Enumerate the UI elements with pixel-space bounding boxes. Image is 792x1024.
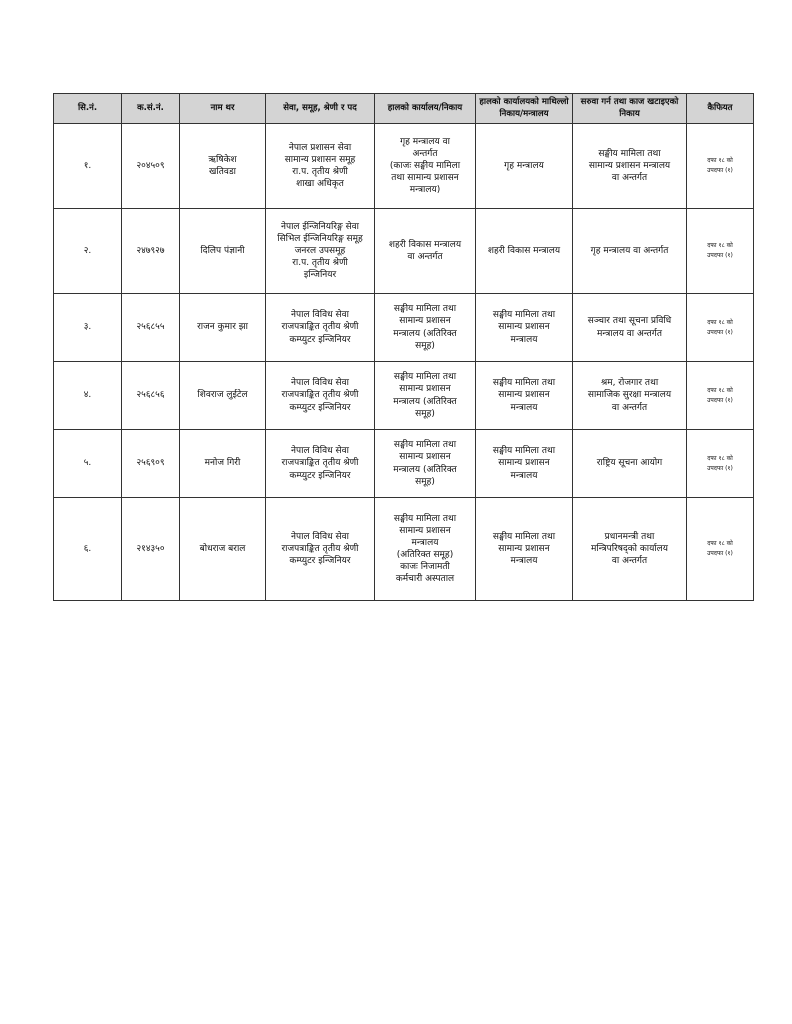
- cell-service: [266, 209, 375, 294]
- header-remark: कैफियत: [687, 94, 754, 124]
- cell-current-office-line: मन्त्रालय (अतिरिक्त: [393, 328, 457, 339]
- cell-service-line: राजपत्राङ्कित तृतीय श्रेणी: [281, 543, 359, 554]
- cell-name-line: शिवराज लुईटेल: [197, 390, 248, 401]
- cell-current-office: [375, 362, 476, 430]
- cell-parent-office-line: सङ्घीय मामिला तथा: [492, 378, 556, 389]
- cell-transfer-to: [573, 430, 687, 498]
- cell-transfer-to: [573, 209, 687, 294]
- cell-remark-line: उपदफा (१): [707, 464, 733, 472]
- cell-name: [180, 430, 266, 498]
- cell-name: [180, 124, 266, 209]
- cell-remark: [687, 362, 754, 430]
- cell-service-line: राजपत्राङ्कित तृतीय श्रेणी: [281, 458, 359, 469]
- cell-current-office-line: मन्त्रालय (अतिरिक्त: [393, 464, 457, 475]
- cell-service: [266, 124, 375, 209]
- cell-remark-line: दफा १८ को: [707, 318, 733, 326]
- cell-service: [266, 498, 375, 601]
- cell-transfer-to-line: सञ्चार तथा सूचना प्रविधि: [587, 316, 672, 327]
- cell-parent-office-line: सामान्य प्रशासन: [498, 458, 550, 469]
- cell-parent-office: [476, 362, 573, 430]
- cell-current-office-line: सङ्घीय मामिला तथा: [393, 304, 457, 315]
- cell-remark-line: दफा १८ को: [707, 157, 733, 165]
- cell-remark: [687, 294, 754, 362]
- cell-remark-line: दफा १८ को: [707, 540, 733, 548]
- cell-service-line: नेपाल विविध सेवा: [291, 531, 349, 542]
- cell-code: २४७९२७: [122, 209, 180, 294]
- cell-service-line: नेपाल विविध सेवा: [291, 310, 349, 321]
- cell-current-office-line: समूह): [415, 340, 435, 351]
- cell-parent-office: [476, 209, 573, 294]
- cell-remark-line: उपदफा (१): [707, 328, 733, 336]
- cell-remark: [687, 498, 754, 601]
- cell-code: २१४३५०: [122, 498, 180, 601]
- cell-current-office-line: वा अन्तर्गत: [407, 252, 443, 262]
- cell-transfer-to: [573, 294, 687, 362]
- header-sn: सि.नं.: [54, 94, 122, 124]
- cell-name-line: मनोज गिरी: [204, 458, 241, 469]
- cell-service-line: कम्प्युटर इन्जिनियर: [289, 402, 351, 413]
- cell-current-office-line: काजः निजामती: [400, 562, 450, 573]
- cell-current-office: [375, 209, 476, 294]
- cell-name: [180, 362, 266, 430]
- cell-name-line: बोधराज बराल: [199, 543, 246, 554]
- cell-current-office-line: सामान्य प्रशासन: [399, 316, 451, 327]
- cell-current-office: [375, 498, 476, 601]
- table-body: [54, 124, 754, 601]
- cell-name: [180, 294, 266, 362]
- cell-remark: [687, 430, 754, 498]
- cell-parent-office-line: सामान्य प्रशासन: [498, 322, 550, 333]
- cell-name: [180, 498, 266, 601]
- cell-code: २५६८५५: [122, 294, 180, 362]
- cell-current-office-line: सङ्घीय मामिला तथा: [393, 440, 457, 451]
- cell-parent-office: [476, 498, 573, 601]
- cell-current-office-line: सामान्य प्रशासन: [399, 525, 451, 536]
- cell-current-office-line: तथा सामान्य प्रशासन: [391, 173, 459, 184]
- cell-transfer-to: [573, 362, 687, 430]
- cell-service-line: राजपत्राङ्कित तृतीय श्रेणी: [281, 390, 359, 401]
- cell-service-line: राजपत्राङ्कित तृतीय श्रेणी: [281, 322, 359, 333]
- cell-service-line: कम्प्युटर इन्जिनियर: [289, 556, 351, 567]
- cell-service-line: शाखा अधिकृत: [296, 179, 344, 190]
- cell-current-office-line: गृह मन्त्रालय वा: [400, 136, 450, 147]
- cell-sn: ६.: [54, 498, 122, 601]
- cell-transfer-to-line: श्रम, रोजगार तथा: [600, 378, 659, 389]
- cell-parent-office-line: सामान्य प्रशासन: [498, 390, 550, 401]
- cell-service-line: कम्प्युटर इन्जिनियर: [289, 334, 351, 345]
- cell-transfer-to: [573, 124, 687, 209]
- cell-remark: [687, 209, 754, 294]
- table-row: [54, 430, 754, 498]
- cell-remark: [687, 124, 754, 209]
- cell-service-line: नेपाल प्रशासन सेवा: [288, 142, 352, 153]
- cell-remark-line: उपदफा (१): [707, 252, 733, 259]
- cell-parent-office-line: मन्त्रालय: [510, 470, 538, 481]
- header-name: नाम थर: [180, 94, 266, 124]
- cell-service-line: रा.प. तृतीय श्रेणी: [292, 258, 348, 269]
- cell-transfer-to-line: वा अन्तर्गत: [611, 402, 648, 413]
- cell-current-office-line: कर्मचारी अस्पताल: [395, 574, 455, 585]
- cell-current-office-line: सामान्य प्रशासन: [399, 452, 451, 463]
- header-parent-office: हालको कार्यालयको माथिल्लो निकाय/मन्त्रालय: [476, 94, 573, 124]
- cell-remark-line: दफा १८ को: [707, 454, 733, 462]
- cell-current-office-line: (अतिरिक्त समूह): [396, 550, 454, 560]
- cell-remark-line: उपदफा (१): [707, 396, 733, 404]
- table-row: [54, 498, 754, 601]
- cell-parent-office-line: मन्त्रालय: [510, 334, 538, 345]
- cell-current-office-line: मन्त्रालय (अतिरिक्त: [393, 396, 457, 407]
- header-service: सेवा, समूह, श्रेणी र पद: [266, 94, 375, 124]
- cell-transfer-to-line: मन्त्रालय वा अन्तर्गत: [597, 328, 662, 339]
- cell-transfer-to-line: सङ्घीय मामिला तथा: [598, 148, 661, 159]
- cell-transfer-to-line: गृह मन्त्रालय वा अन्तर्गत: [590, 245, 669, 256]
- cell-service-line: जनरल उपसमूह: [294, 245, 346, 256]
- table-row: [54, 209, 754, 294]
- cell-service: [266, 294, 375, 362]
- cell-parent-office-line: सङ्घीय मामिला तथा: [492, 310, 556, 321]
- cell-parent-office-line: सङ्घीय मामिला तथा: [492, 531, 556, 542]
- cell-service: [266, 362, 375, 430]
- cell-name-line: ऋषिकेश: [208, 154, 237, 165]
- cell-transfer-to-line: वा अन्तर्गत: [611, 173, 648, 184]
- cell-current-office-line: मन्त्रालय: [411, 537, 439, 548]
- cell-current-office-line: मन्त्रालय): [409, 185, 441, 196]
- cell-transfer-to-line: मन्त्रिपरिषद्को कार्यालय: [591, 543, 668, 554]
- cell-parent-office-line: सङ्घीय मामिला तथा: [492, 446, 556, 457]
- table-row: [54, 362, 754, 430]
- cell-sn: १.: [54, 124, 122, 209]
- cell-sn: ४.: [54, 362, 122, 430]
- cell-parent-office-line: शहरी विकास मन्त्रालय: [487, 245, 561, 256]
- cell-name-line: खतिवडा: [209, 167, 236, 177]
- cell-code: २५६९०९: [122, 430, 180, 498]
- cell-sn: ३.: [54, 294, 122, 362]
- cell-sn: २.: [54, 209, 122, 294]
- cell-current-office-line: सङ्घीय मामिला तथा: [393, 372, 457, 383]
- cell-parent-office-line: सामान्य प्रशासन: [498, 543, 550, 554]
- cell-service: [266, 430, 375, 498]
- cell-name-line: दिलिप पंज्ञानी: [200, 245, 245, 256]
- cell-parent-office-line: गृह मन्त्रालय: [504, 160, 544, 171]
- cell-service-line: नेपाल विविध सेवा: [291, 378, 349, 389]
- header-current-office: हालको कार्यालय/निकाय: [375, 94, 476, 124]
- cell-current-office: [375, 430, 476, 498]
- table-header-row: [54, 94, 754, 124]
- cell-current-office-line: सामान्य प्रशासन: [399, 384, 451, 395]
- cell-service-line: रा.प. तृतीय श्रेणी: [292, 167, 348, 177]
- cell-service-line: सिभिल ईन्जिनियरिङ्ग समूह: [277, 233, 363, 244]
- cell-current-office-line: सङ्घीय मामिला तथा: [393, 513, 457, 524]
- cell-transfer-to-line: सामाजिक सुरक्षा मन्त्रालय: [587, 390, 672, 401]
- cell-service-line: कम्प्युटर इन्जिनियर: [289, 470, 351, 481]
- header-code: क.सं.नं.: [122, 94, 180, 124]
- cell-transfer-to-line: प्रधानमन्त्री तथा: [604, 531, 655, 542]
- cell-service-line: इन्जिनियर: [303, 270, 337, 281]
- cell-service-line: नेपाल विविध सेवा: [291, 446, 349, 457]
- cell-service-line: नेपाल ईन्जिनियरिङ्ग सेवा: [280, 221, 360, 232]
- cell-sn: ५.: [54, 430, 122, 498]
- cell-parent-office: [476, 124, 573, 209]
- transfer-table: [53, 93, 754, 601]
- cell-current-office-line: समूह): [415, 476, 435, 487]
- cell-current-office-line: शहरी विकास मन्त्रालय: [388, 239, 462, 250]
- cell-transfer-to-line: सामान्य प्रशासन मन्त्रालय: [588, 160, 671, 171]
- table-row: [54, 124, 754, 209]
- table-row: [54, 294, 754, 362]
- cell-current-office-line: समूह): [415, 408, 435, 419]
- cell-remark-line: उपदफा (१): [707, 167, 733, 174]
- cell-name-line: राजन कुमार झा: [197, 322, 248, 333]
- cell-current-office: [375, 124, 476, 209]
- cell-parent-office: [476, 294, 573, 362]
- cell-parent-office-line: मन्त्रालय: [510, 402, 538, 413]
- cell-transfer-to: [573, 498, 687, 601]
- cell-name: [180, 209, 266, 294]
- cell-remark-line: दफा १८ को: [707, 386, 733, 394]
- cell-remark-line: उपदफा (१): [707, 550, 733, 557]
- cell-current-office-line: अन्तर्गत: [412, 148, 438, 159]
- cell-code: २०४५०९: [122, 124, 180, 209]
- cell-current-office-line: (काजः सङ्घीय मामिला: [389, 160, 461, 171]
- header-transfer-to: सरुवा गर्न तथा काज खटाइएको निकाय: [573, 94, 687, 124]
- cell-current-office: [375, 294, 476, 362]
- cell-parent-office: [476, 430, 573, 498]
- cell-transfer-to-line: राष्ट्रिय सूचना आयोग: [596, 458, 663, 469]
- cell-remark-line: दफा १८ को: [707, 242, 733, 250]
- cell-service-line: सामान्य प्रशासन समूह: [284, 154, 356, 165]
- cell-transfer-to-line: वा अन्तर्गत: [611, 556, 648, 567]
- cell-parent-office-line: मन्त्रालय: [510, 556, 538, 567]
- cell-code: २५६८५६: [122, 362, 180, 430]
